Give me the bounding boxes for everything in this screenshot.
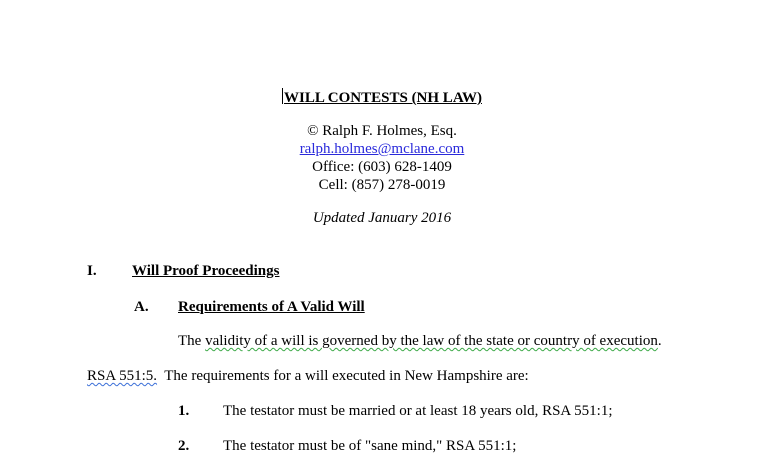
list-item-text: The testator must be of "sane mind," RSA 551:1;	[223, 438, 517, 454]
updated-date: Updated January 2016	[312, 210, 452, 226]
document-title: WILL CONTESTS (NH LAW)	[284, 90, 482, 106]
paragraph-tail: .	[657, 333, 662, 349]
rsa-citation: RSA 551:5.	[87, 368, 158, 384]
list-item-number: 1.	[178, 403, 190, 419]
office-phone: Office: (603) 628-1409	[312, 159, 452, 175]
list-item-text: The testator must be married or at least 18 years old, RSA 551:1;	[223, 403, 613, 419]
requirements-text: The requirements for a will executed in New Hampshire are:	[157, 368, 529, 384]
text-cursor	[282, 88, 283, 104]
author-block	[0, 122, 764, 194]
cell-phone: Cell: (857) 278-0019	[318, 177, 446, 193]
paragraph-requirements	[87, 367, 529, 385]
subsection-heading: Requirements of A Valid Will	[178, 299, 365, 315]
author-email-link[interactable]: ralph.holmes@mclane.com	[299, 141, 465, 157]
list-item-number: 2.	[178, 438, 190, 454]
section-number: I.	[87, 263, 97, 279]
grammar-flagged-text: validity of a will is governed by the law of the state or country of execution	[205, 333, 658, 349]
section-heading: Will Proof Proceedings	[132, 263, 280, 279]
document-title-line	[0, 88, 764, 107]
subsection-letter: A.	[134, 299, 149, 315]
author-name: © Ralph F. Holmes, Esq.	[307, 123, 457, 139]
paragraph-lead: The	[178, 333, 206, 349]
paragraph-validity	[178, 332, 662, 350]
